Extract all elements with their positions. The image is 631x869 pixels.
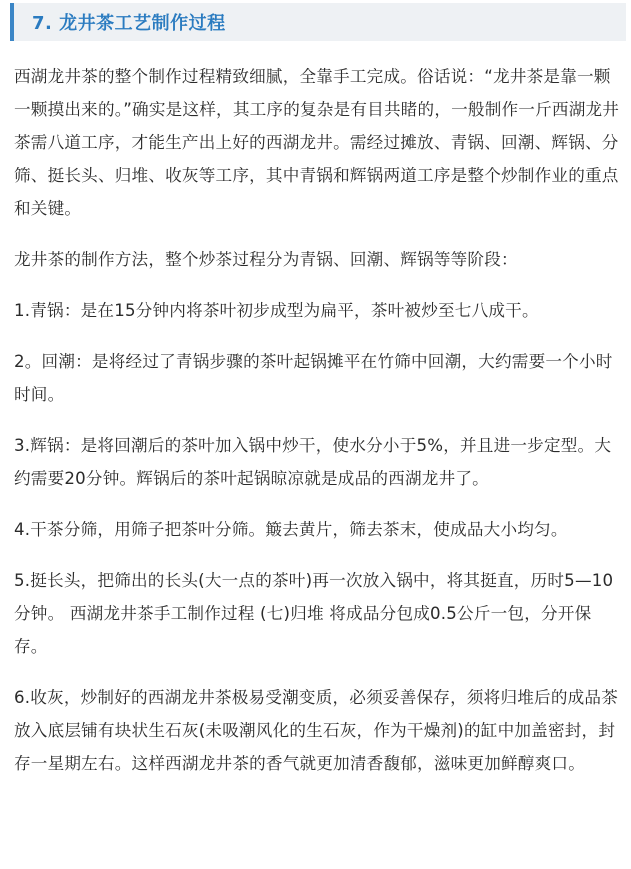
step-1-paragraph: 1.青锅：是在15分钟内将茶叶初步成型为扁平，茶叶被炒至七八成干。 [14, 301, 539, 320]
section-heading-bar [10, 3, 626, 41]
step-5-paragraph: 5.挺长头，把筛出的长头(大一点的茶叶)再一次放入锅中，将其挺直，历时5—10分钟。 西湖龙井茶手工制作过程 (七)归堆 将成品分包成0.5公斤一包，分开保存。 [14, 571, 614, 656]
step-2-paragraph: 2。回潮：是将经过了青锅步骤的茶叶起锅摊平在竹筛中回潮，大约需要一个小时时间。 [14, 352, 613, 404]
article-body [14, 60, 622, 798]
step-6-paragraph: 6.收灰，炒制好的西湖龙井茶极易受潮变质，必须妥善保存，须将归堆后的成品茶放入底层铺有块状生石灰(未吸潮风化的生石灰，作为干燥剂)的缸中加盖密封，封存一星期左右。这样西湖龙井茶的香气就更加清香馥郁，滋味更加鲜醇爽口。 [14, 688, 619, 773]
section-heading: 7. 龙井茶工艺制作过程 [32, 13, 226, 34]
method-summary-paragraph: 龙井茶的制作方法，整个炒茶过程分为青锅、回潮、辉锅等等阶段： [14, 250, 518, 269]
intro-paragraph: 西湖龙井茶的整个制作过程精致细腻，全靠手工完成。俗话说：“龙井茶是靠一颗一颗摸出来的。”确实是这样，其工序的复杂是有目共睹的，一般制作一斤西湖龙井茶需八道工序，才能生产出上好的西湖龙井。需经过摊放、青锅、回潮、辉锅、分筛、挺长头、归堆、收灰等工序，其中青锅和辉锅两道工序是整个炒制作业的重点和关键。 [14, 67, 620, 218]
step-4-paragraph: 4.干茶分筛，用筛子把茶叶分筛。簸去黄片，筛去茶末，使成品大小均匀。 [14, 520, 568, 539]
step-3-paragraph: 3.辉锅：是将回潮后的茶叶加入锅中炒干，使水分小于5%，并且进一步定型。大约需要20分钟。辉锅后的茶叶起锅晾凉就是成品的西湖龙井了。 [14, 436, 612, 488]
